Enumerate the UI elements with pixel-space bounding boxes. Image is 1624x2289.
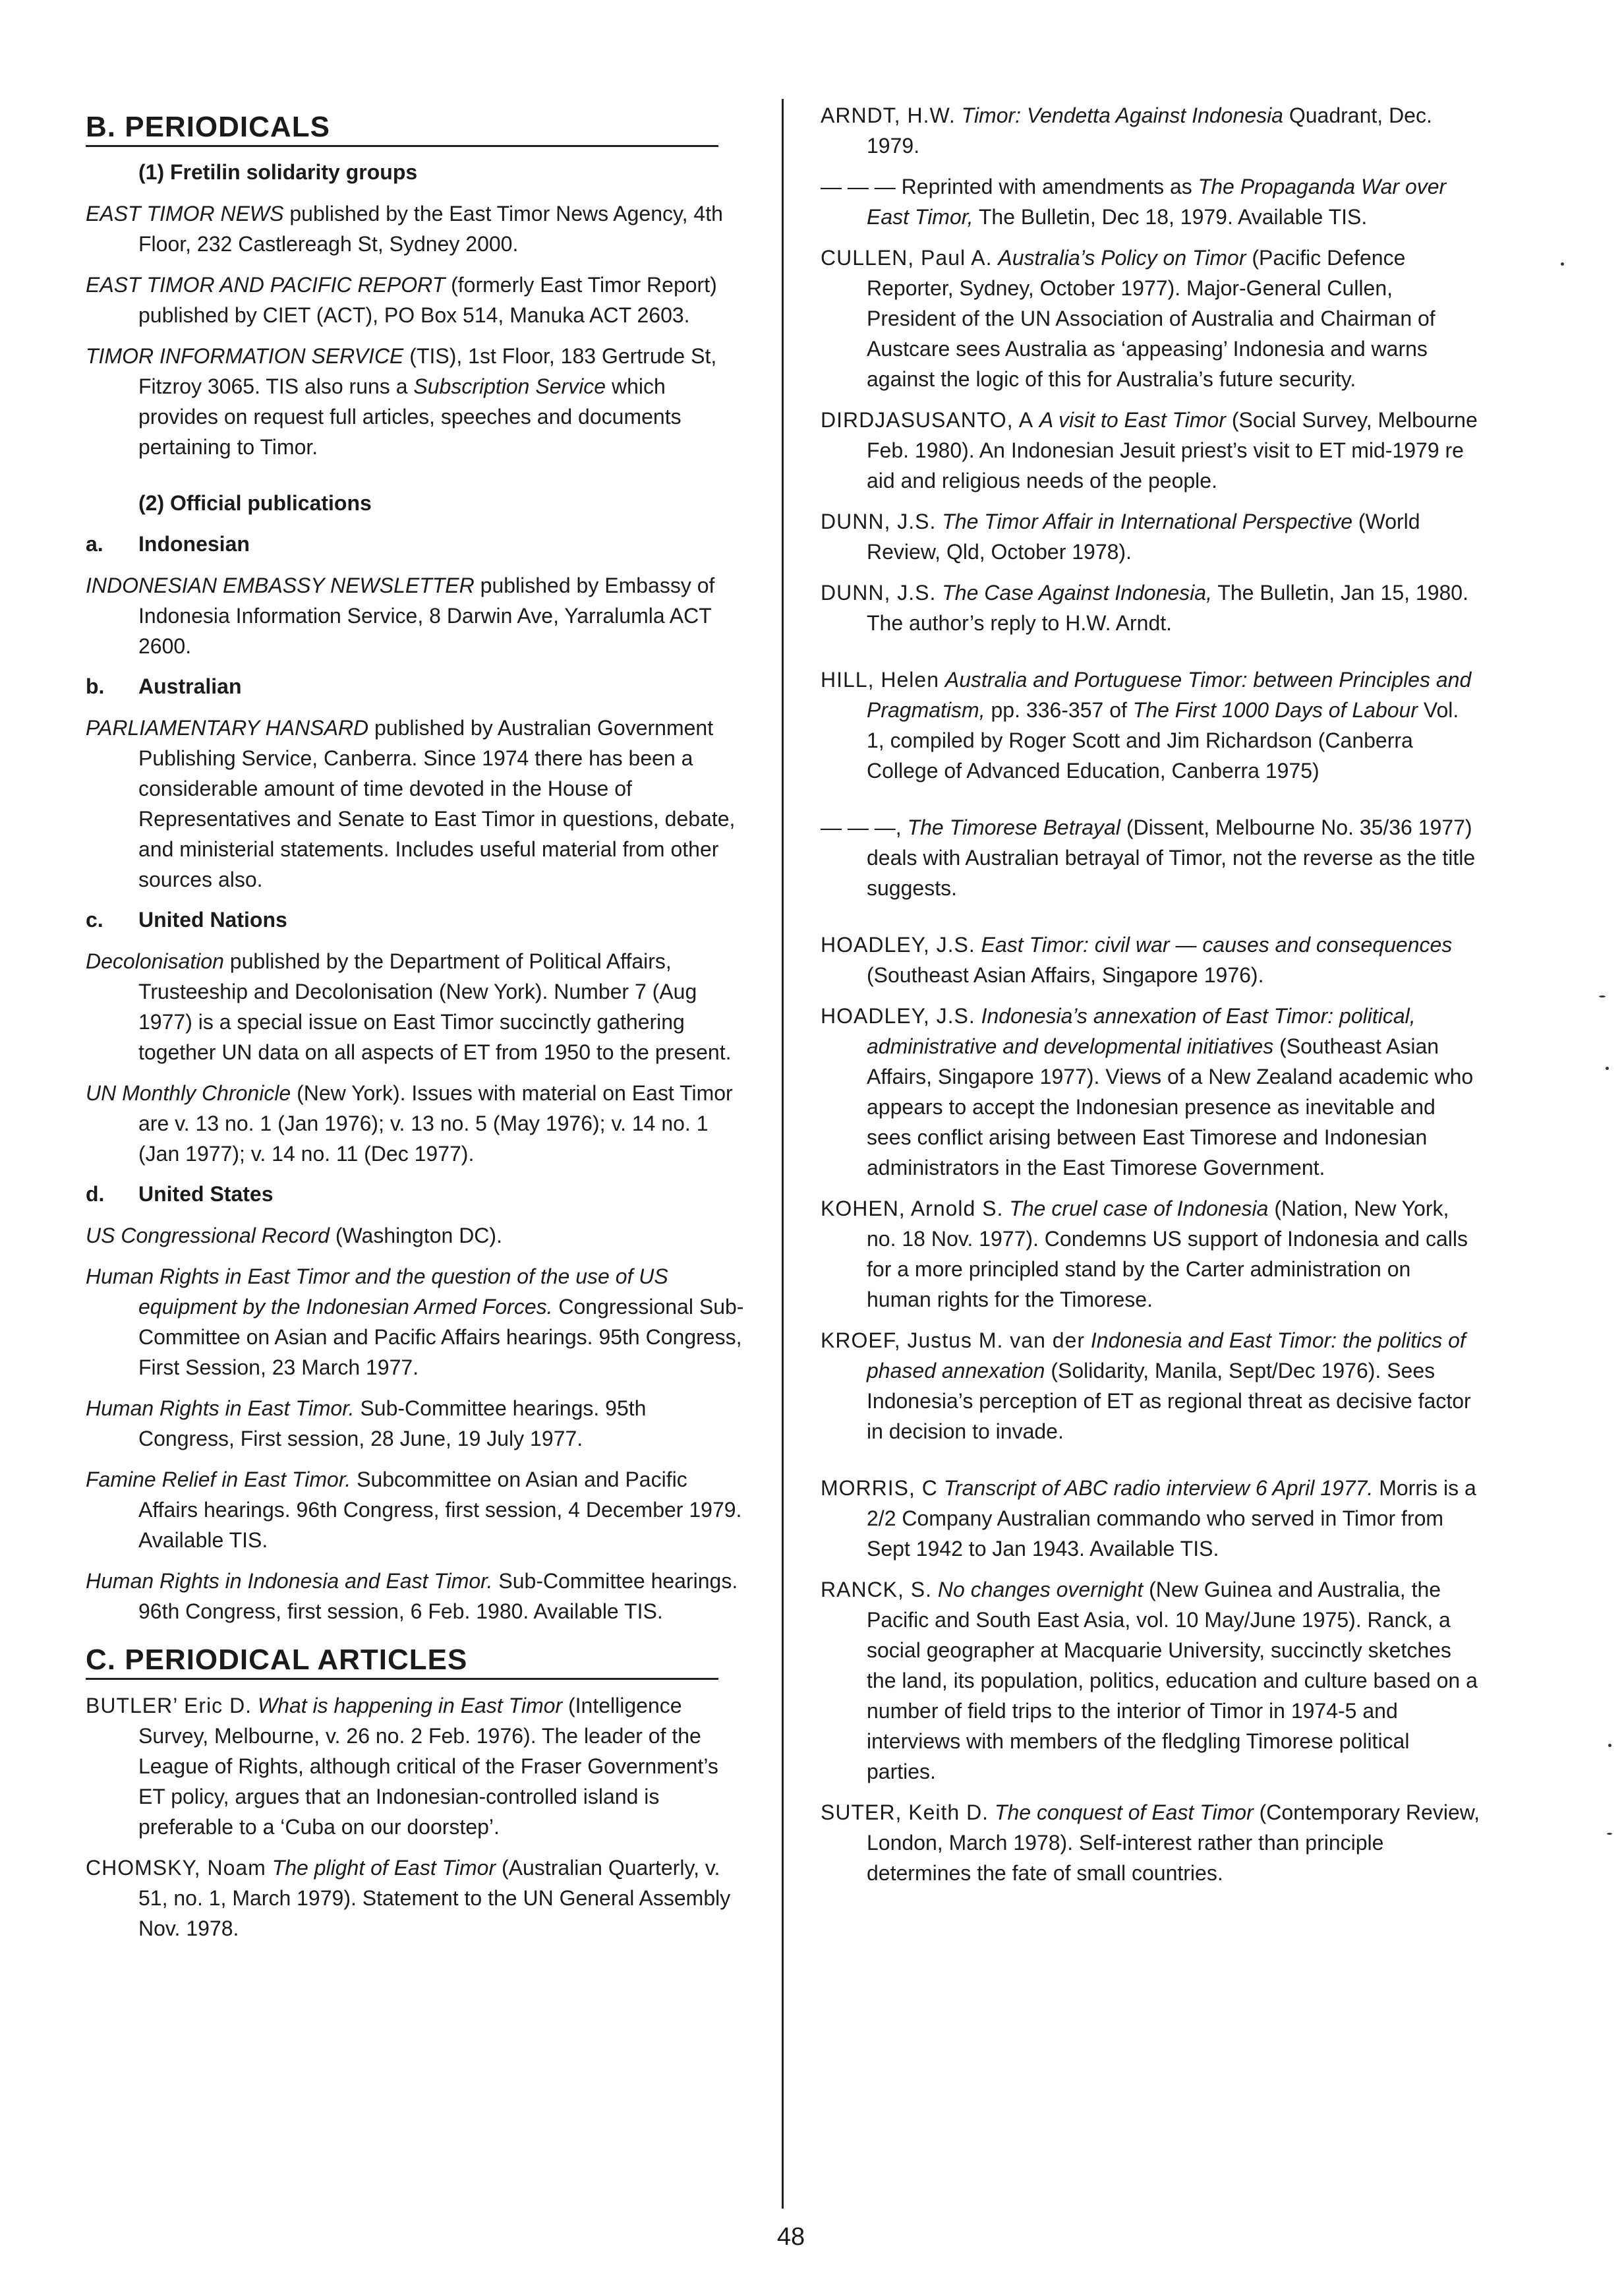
entry-text: (Australian Quarterly, v. 51, no. 1, March 1979). Statement to the UN General Assembly Nov. 1978. xyxy=(138,1856,731,1940)
entry-text: (Washington DC). xyxy=(329,1224,502,1247)
bib-entry xyxy=(86,1078,745,1169)
entry-title: The plight of East Timor xyxy=(272,1856,496,1880)
entry-author: DUNN, J.S. xyxy=(821,510,937,533)
bib-entry xyxy=(86,1690,745,1842)
entry-title: Famine Relief in East Timor. xyxy=(86,1468,351,1491)
bib-entry xyxy=(86,1464,745,1555)
entry-title-2: Subscription Service xyxy=(413,374,606,398)
entry-author: — — — xyxy=(821,175,896,198)
entry-author: CULLEN, Paul A. xyxy=(821,246,993,270)
entry-title: The Propaganda War over East Timor, xyxy=(867,175,1447,229)
entry-title: Transcript of ABC radio interview 6 April 1977. xyxy=(943,1476,1374,1500)
entry-author: HOADLEY, J.S. xyxy=(821,933,975,957)
entry-title: The Timorese Betrayal xyxy=(907,816,1120,839)
letter-marker: c. xyxy=(86,908,103,932)
entry-text: (Pacific Defence Reporter, Sydney, October 1977). Major-General Cullen, President of the UN Association of Australia and Chairman of Austcare sees Australia as ‘appeasing’ Indonesia and warns against the logic of this for Australia’s future security. xyxy=(867,246,1436,391)
entry-text: (Southeast Asian Affairs, Singapore 1976). xyxy=(867,963,1264,987)
entry-author: DUNN, J.S. xyxy=(821,581,937,605)
entry-title: Australia and Portuguese Timor: between Principles and Pragmatism, xyxy=(867,668,1472,722)
bib-entry xyxy=(86,570,745,661)
bib-entry xyxy=(821,1325,1480,1446)
entry-title: Human Rights in East Timor. xyxy=(86,1396,355,1420)
entry-author: CHOMSKY, Noam xyxy=(86,1856,266,1880)
bib-entry xyxy=(821,506,1480,567)
letter-marker: d. xyxy=(86,1182,105,1206)
entry-text: Reprinted with amendments as xyxy=(895,175,1198,198)
entry-text: Morris is a 2/2 Company Australian commando who served in Timor from Sept 1942 to Jan 1943. Available TIS. xyxy=(867,1476,1476,1561)
section-heading-periodicals: B. PERIODICALS xyxy=(86,111,718,147)
entry-author: MORRIS, C xyxy=(821,1476,938,1500)
bib-entry xyxy=(821,578,1480,638)
entry-title: The Timor Affair in International Perspective xyxy=(942,510,1353,533)
letter-marker: a. xyxy=(86,532,103,556)
entry-title: Australia’s Policy on Timor xyxy=(998,246,1246,270)
entry-title: The cruel case of Indonesia xyxy=(1009,1197,1269,1220)
entry-text: published by Embassy of Indonesia Information Service, 8 Darwin Ave, Yarralumla ACT 2600. xyxy=(138,574,715,658)
scan-speck xyxy=(1561,262,1564,266)
subheading-label: United States xyxy=(138,1182,274,1206)
letter-marker: b. xyxy=(86,674,105,698)
entry-text: Congressional Sub-Committee on Asian and Pacific Affairs hearings. 95th Congress, First Session, 23 March 1977. xyxy=(138,1295,744,1379)
bib-entry xyxy=(821,1574,1480,1787)
entry-title: PARLIAMENTARY HANSARD xyxy=(86,716,369,740)
bib-entry xyxy=(821,665,1480,786)
entry-title-2: The First 1000 Days of Labour xyxy=(1132,698,1418,722)
entry-text: (Social Survey, Melbourne Feb. 1980). An Indonesian Jesuit priest’s visit to ET mid-1979 re aid and religious needs of the people. xyxy=(867,408,1478,492)
entry-text: (Nation, New York, no. 18 Nov. 1977). Condemns US support of Indonesia and calls for a more principled stand by the Carter administration on human rights for the Timorese. xyxy=(867,1197,1468,1311)
entry-text: Subcommittee on Asian and Pacific Affairs hearings. 96th Congress, first session, 4 December 1979. Available TIS. xyxy=(138,1468,742,1552)
bib-entry xyxy=(821,930,1480,990)
entry-title: What is happening in East Timor xyxy=(257,1694,563,1717)
subheading-united-states xyxy=(86,1179,745,1208)
entry-title: Timor: Vendetta Against Indonesia xyxy=(961,104,1283,127)
entry-text: The Bulletin, Dec 18, 1979. Available TIS. xyxy=(973,205,1368,229)
entry-text: (Intelligence Survey, Melbourne, v. 26 no. 2 Feb. 1976). The leader of the League of Rights, although critical of the Fraser Government’s ET policy, argues that an Indonesian-controlled island is preferable to a ‘Cuba on our doorstep’. xyxy=(138,1694,718,1839)
bib-entry xyxy=(821,171,1480,232)
bib-entry xyxy=(821,405,1480,496)
entry-author: HOADLEY, J.S. xyxy=(821,1004,975,1028)
bib-entry xyxy=(86,1261,745,1382)
entry-title: A visit to East Timor xyxy=(1039,408,1226,432)
scan-speck xyxy=(1608,1744,1611,1747)
bib-entry xyxy=(86,713,745,895)
entry-author: HILL, Helen xyxy=(821,668,939,692)
entry-text: Quadrant, Dec. 1979. xyxy=(867,104,1432,158)
entry-text-2: which provides on request full articles, speeches and documents pertaining to Timor. xyxy=(138,374,682,459)
entry-text: (New Guinea and Australia, the Pacific and South East Asia, vol. 10 May/June 1975). Ranck, a social geographer at Macquarie University, succinctly sketches the land, its population, politics, education and culture based on a number of field trips to the interior of Timor in 1974-5 and interviews with members of the fledgling Timorese political parties. xyxy=(867,1578,1478,1783)
subheading-fretilin: (1) Fretilin solidarity groups xyxy=(138,160,418,184)
entry-author: BUTLER’ Eric D. xyxy=(86,1694,252,1717)
entry-text: (formerly East Timor Report) published by CIET (ACT), PO Box 514, Manuka ACT 2603. xyxy=(138,273,717,327)
entry-text: published by the Department of Political Affairs, Trusteeship and Decolonisation (New York). Number 7 (Aug 1977) is a special issue on East Timor succinctly gathering together UN data on all aspects of ET from 1950 to the present. xyxy=(138,949,732,1064)
bib-entry xyxy=(86,1853,745,1944)
entry-title: No changes overnight xyxy=(937,1578,1144,1601)
entry-title: Indonesia’s annexation of East Timor: political, administrative and developmental initiatives xyxy=(867,1004,1416,1058)
page-number: 48 xyxy=(776,2223,805,2251)
subheading-label: United Nations xyxy=(138,908,287,932)
entry-text: (Dissent, Melbourne No. 35/36 1977) deals with Australian betrayal of Timor, not the reverse as the title suggests. xyxy=(867,816,1476,900)
entry-title: Human Rights in Indonesia and East Timor. xyxy=(86,1569,493,1593)
entry-text: The Bulletin, Jan 15, 1980. The author’s reply to H.W. Arndt. xyxy=(867,581,1468,635)
entry-text: Sub-Committee hearings. 96th Congress, first session, 6 Feb. 1980. Available TIS. xyxy=(138,1569,738,1623)
entry-title: UN Monthly Chronicle xyxy=(86,1081,291,1105)
subheading-united-nations xyxy=(86,905,745,934)
column-divider xyxy=(782,99,784,2209)
left-column xyxy=(86,111,745,1954)
entry-title: EAST TIMOR NEWS xyxy=(86,202,284,225)
bib-entry xyxy=(86,1220,745,1251)
entry-text: (Southeast Asian Affairs, Singapore 1977). Views of a New Zealand academic who appears to accept the Indonesian presence as inevitable and sees conflict arising between East Timorese and Indonesian administrators in the East Timorese Government. xyxy=(867,1034,1474,1179)
bib-entry xyxy=(86,946,745,1067)
scan-speck xyxy=(1599,996,1606,997)
entry-author: ARNDT, H.W. xyxy=(821,104,956,127)
bib-entry xyxy=(821,243,1480,394)
entry-title: Human Rights in East Timor and the question of the use of US equipment by the Indonesian Armed Forces. xyxy=(86,1264,668,1319)
entry-text: (Contemporary Review, London, March 1978). Self-interest rather than principle determines the fate of small countries. xyxy=(867,1800,1480,1885)
entry-title: US Congressional Record xyxy=(86,1224,330,1247)
subheading-label: Australian xyxy=(138,674,242,698)
entry-text: (World Review, Qld, October 1978). xyxy=(867,510,1420,564)
bib-entry xyxy=(86,1566,745,1626)
entry-title: Indonesia and East Timor: the politics of phased annexation xyxy=(867,1328,1466,1382)
section-heading-periodical-articles: C. PERIODICAL ARTICLES xyxy=(86,1644,718,1680)
bib-entry xyxy=(821,100,1480,161)
entry-title: Decolonisation xyxy=(86,949,224,973)
entry-text-2: Vol. 1, compiled by Roger Scott and Jim Richardson (Canberra College of Advanced Education, Canberra 1975) xyxy=(867,698,1459,783)
entry-author: SUTER, Keith D. xyxy=(821,1800,989,1824)
subheading-indonesian xyxy=(86,529,745,558)
entry-author: RANCK, S. xyxy=(821,1578,933,1601)
entry-text: (TIS), 1st Floor, 183 Gertrude St, Fitzroy 3065. TIS also runs a xyxy=(138,344,717,398)
entry-title: The Case Against Indonesia, xyxy=(942,581,1212,605)
subheading-australian xyxy=(86,672,745,701)
entry-text: (New York). Issues with material on East Timor are v. 13 no. 1 (Jan 1976); v. 13 no. 5 (May 1976); v. 14 no. 1 (Jan 1977); v. 14 no. 11 (Dec 1977). xyxy=(138,1081,733,1166)
entry-text: (Solidarity, Manila, Sept/Dec 1976). Sees Indonesia’s perception of ET as regional threat as decisive factor in decision to invade. xyxy=(867,1359,1471,1443)
entry-title: East Timor: civil war — causes and consequences xyxy=(981,933,1453,957)
scan-speck xyxy=(1606,1067,1609,1070)
bib-entry xyxy=(821,1001,1480,1183)
bib-entry xyxy=(821,1473,1480,1564)
entry-title: INDONESIAN EMBASSY NEWSLETTER xyxy=(86,574,475,597)
entry-text: Sub-Committee hearings. 95th Congress, First session, 28 June, 19 July 1977. xyxy=(138,1396,647,1450)
subheading-label: Indonesian xyxy=(138,532,250,556)
entry-title: The conquest of East Timor xyxy=(994,1800,1254,1824)
bib-entry xyxy=(821,1193,1480,1315)
bib-entry xyxy=(86,198,745,259)
right-column xyxy=(821,100,1480,1899)
scan-speck xyxy=(1607,1833,1612,1835)
bib-entry xyxy=(821,812,1480,903)
entry-title: TIMOR INFORMATION SERVICE xyxy=(86,344,404,368)
bib-entry xyxy=(86,341,745,462)
bib-entry xyxy=(86,1393,745,1454)
entry-text: published by Australian Government Publishing Service, Canberra. Since 1974 there has been a considerable amount of time devoted in the House of Representatives and Senate to East Timor in questions, debate, and ministerial statements. Includes useful material from other sources also. xyxy=(138,716,736,891)
bib-entry xyxy=(821,1797,1480,1888)
bib-entry xyxy=(86,270,745,330)
entry-author: — — —, xyxy=(821,816,902,839)
entry-text: pp. 336-357 of xyxy=(985,698,1133,722)
entry-author: KOHEN, Arnold S. xyxy=(821,1197,1004,1220)
subheading-official: (2) Official publications xyxy=(138,491,372,515)
entry-author: KROEF, Justus M. van der xyxy=(821,1328,1086,1352)
entry-text: published by the East Timor News Agency, 4th Floor, 232 Castlereagh St, Sydney 2000. xyxy=(138,202,723,256)
entry-author: DIRDJASUSANTO, A xyxy=(821,408,1034,432)
entry-title: EAST TIMOR AND PACIFIC REPORT xyxy=(86,273,446,297)
